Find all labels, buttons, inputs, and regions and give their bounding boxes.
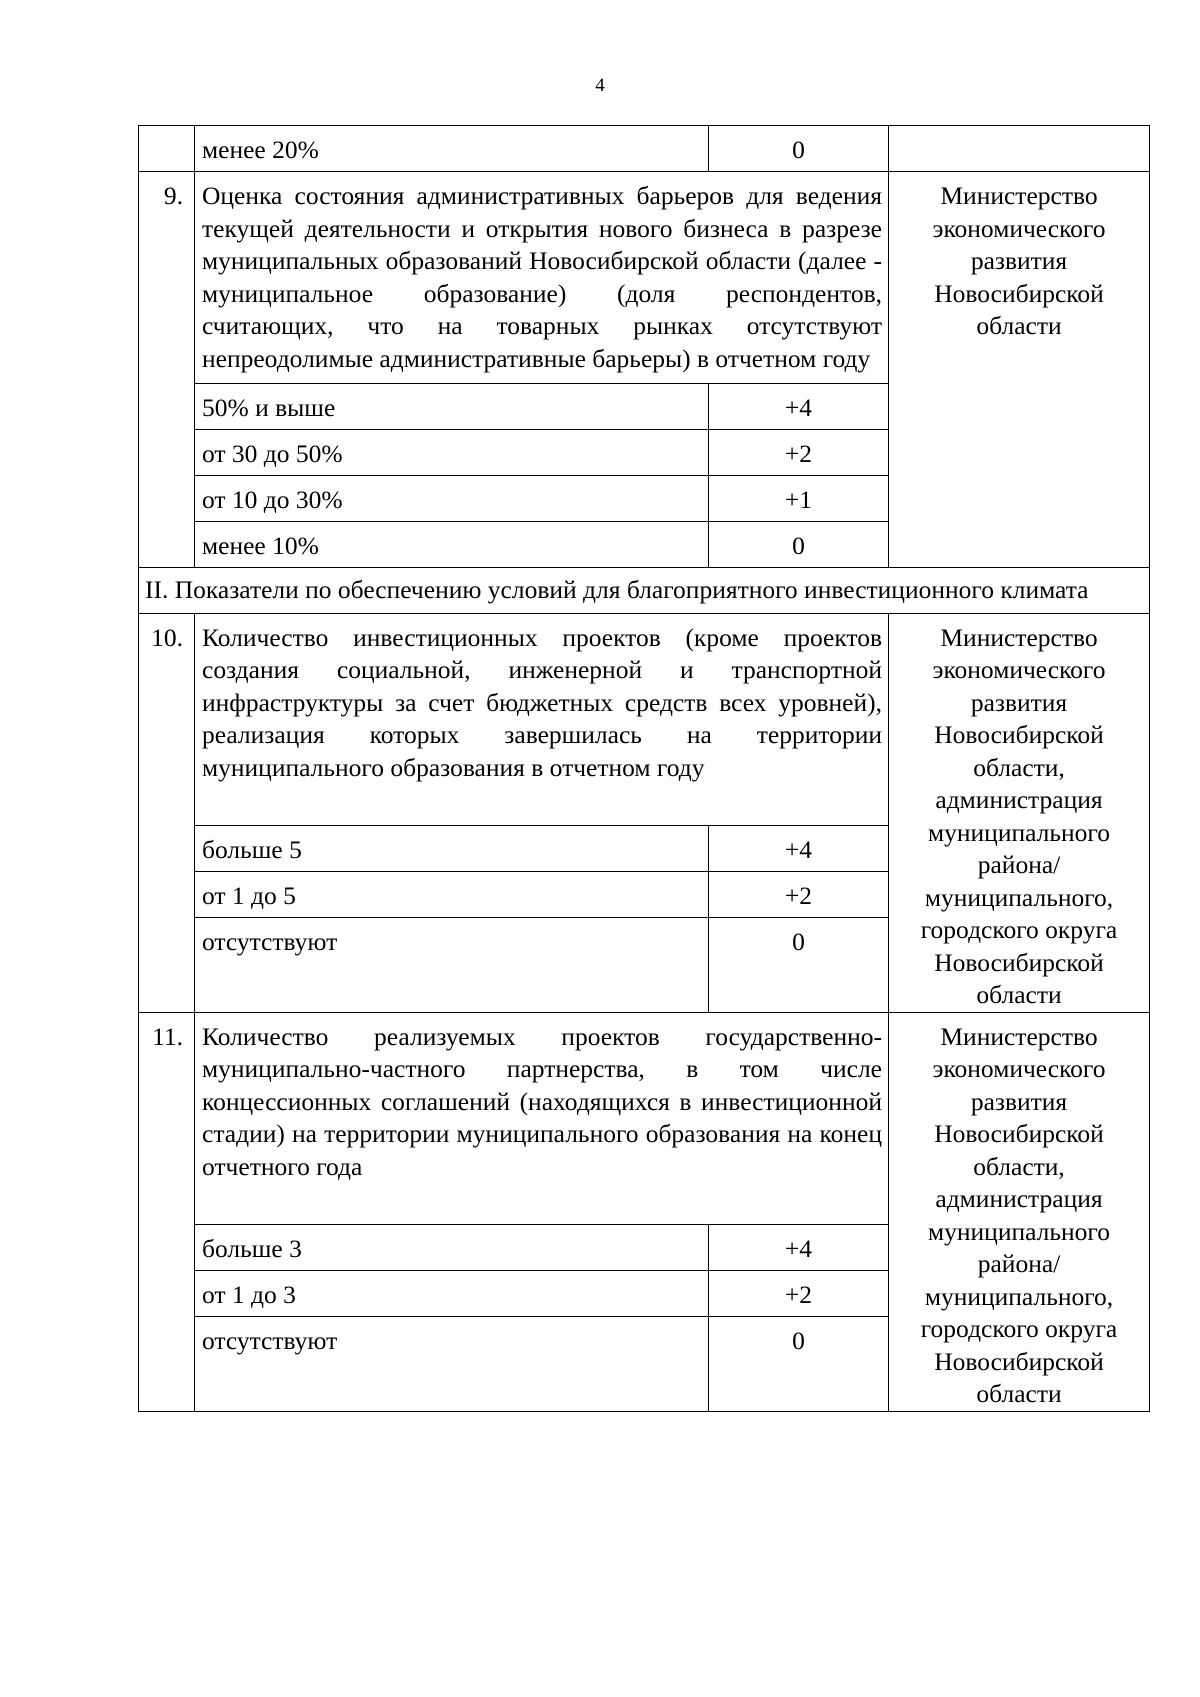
criterion-label: от 1 до 3 bbox=[195, 1270, 709, 1316]
criterion-label: от 10 до 30% bbox=[195, 476, 709, 522]
responsible-body: Министерство экономического развития Новосибирской области bbox=[889, 172, 1150, 568]
responsible-body: Министерство экономического развития Новосибирской области, администрация муниципального района/муниципального, городского округа Новосибирской области bbox=[889, 1012, 1150, 1411]
criterion-score: 0 bbox=[709, 522, 889, 568]
responsible-cell bbox=[889, 126, 1150, 172]
indicator-description: Количество реализуемых проектов государственно-муниципально-частного партнерства, в том числе концессионных соглашений (находящихся в инвестиционной стадии) на территории муниципального образования на конец отчетного года bbox=[195, 1012, 889, 1224]
criterion-label: 50% и выше bbox=[195, 384, 709, 430]
indicators-table bbox=[138, 125, 1150, 1412]
criterion-label: отсутствуют bbox=[195, 917, 709, 1012]
criterion-score: 0 bbox=[709, 917, 889, 1012]
criterion-score: +2 bbox=[709, 1270, 889, 1316]
page-number: 4 bbox=[595, 75, 605, 96]
criterion-score: +4 bbox=[709, 384, 889, 430]
row-number: 9. bbox=[139, 172, 195, 568]
criterion-score: +1 bbox=[709, 476, 889, 522]
indicator-description: Оценка состояния административных барьеров для ведения текущей деятельности и открытия нового бизнеса в разрезе муниципальных образований Новосибирской области (далее - муниципальное образование) (доля респондентов, считающих, что на товарных рынках отсутствуют непреодолимые административные барьеры) в отчетном году bbox=[195, 172, 889, 384]
row-number: 10. bbox=[139, 613, 195, 1012]
criterion-label: от 30 до 50% bbox=[195, 430, 709, 476]
responsible-body: Министерство экономического развития Новосибирской области, администрация муниципального района/муниципального, городского округа Новосибирской области bbox=[889, 613, 1150, 1012]
indicator-description: Количество инвестиционных проектов (кроме проектов создания социальной, инженерной и транспортной инфраструктуры за счет бюджетных средств всех уровней), реализация которых завершилась на территории муниципального образования в отчетном году bbox=[195, 613, 889, 825]
section-title: II. Показатели по обеспечению условий для благоприятного инвестиционного климата bbox=[139, 568, 1150, 614]
criterion-score: +2 bbox=[709, 430, 889, 476]
criterion-label: больше 5 bbox=[195, 825, 709, 871]
criterion-label: больше 3 bbox=[195, 1224, 709, 1270]
criterion-score: +2 bbox=[709, 871, 889, 917]
row-number-cell bbox=[139, 126, 195, 172]
criterion-label: отсутствуют bbox=[195, 1316, 709, 1411]
criterion-score: +4 bbox=[709, 825, 889, 871]
indicator-row-11 bbox=[139, 1012, 1150, 1224]
indicator-row-9 bbox=[139, 172, 1150, 384]
row-number: 11. bbox=[139, 1012, 195, 1411]
criterion-score: +4 bbox=[709, 1224, 889, 1270]
criterion-cell: менее 20% bbox=[195, 126, 709, 172]
criterion-label: от 1 до 5 bbox=[195, 871, 709, 917]
criterion-label: менее 10% bbox=[195, 522, 709, 568]
section-header-row bbox=[139, 568, 1150, 614]
indicator-row-10 bbox=[139, 613, 1150, 825]
score-cell: 0 bbox=[709, 126, 889, 172]
table-row bbox=[139, 126, 1150, 172]
criterion-score: 0 bbox=[709, 1316, 889, 1411]
